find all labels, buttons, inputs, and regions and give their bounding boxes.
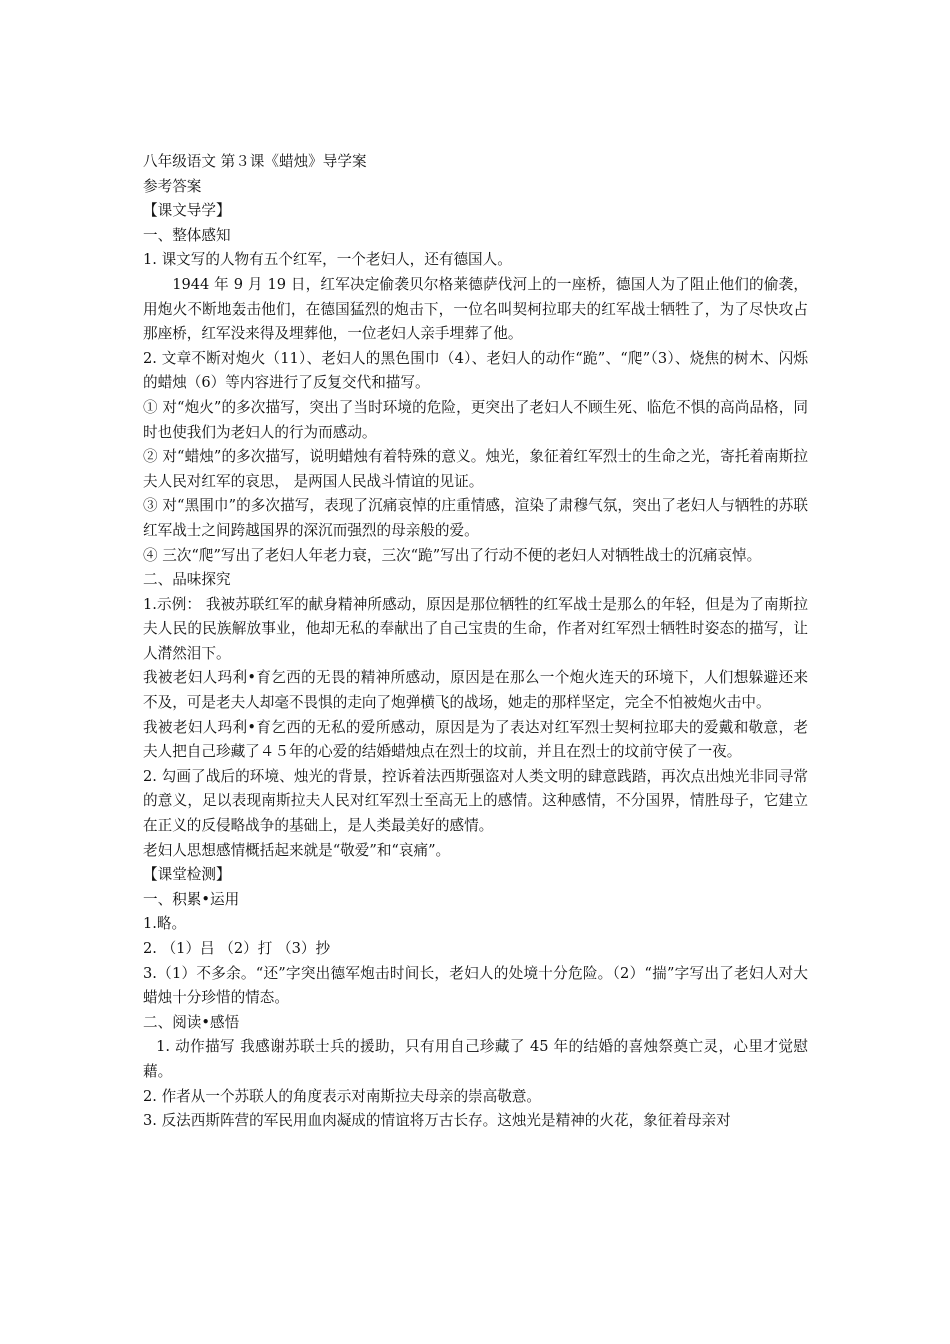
answer-paragraph: 1. 课文写的人物有五个红军，一个老妇人，还有德国人。	[143, 251, 512, 269]
answer-paragraph: ① 对“炮火”的多次描写，突出了当时环境的危险，更突出了老妇人不顾生死、临危不惧的高尚品格，同时也使我们为老妇人的行为而感动。	[143, 398, 808, 441]
answer-paragraph: ③ 对“黑围巾”的多次描写，表现了沉痛哀悼的庄重情感，渲染了肃穆气氛，突出了老妇人与牺牲的苏联红军战士之间跨越国界的深沉而强烈的母亲般的爱。	[143, 497, 808, 539]
answer-paragraph: 1944 年 9 月 19 日，红军决定偷袭贝尔格莱德萨伐河上的一座桥，德国人为了阻止他们的偷袭，用炮火不断地轰击他们，在德国猛烈的炮击下，一位名叫契柯拉耶夫的红军战士牺牲了，为了尽快攻占那座桥，红军没来得及埋葬他，一位老妇人亲手埋葬了他。	[143, 275, 808, 343]
answer-paragraph: 我被老妇人玛利•育乞西的无畏的精神所感动，原因是在那么一个炮火连天的环境下，人们想躲避还来不及，可是老夫人却毫不畏惧的走向了炮弹横飞的战场，她走的那样坚定，完全不怕被炮火击中。	[143, 669, 808, 712]
answer-paragraph: 2. 文章不断对炮火（11）、老妇人的黑色围巾（4）、老妇人的动作“跪”、“爬”（3）、烧焦的树木、闪烁的蜡烛（6）等内容进行了反复交代和描写。	[143, 349, 808, 392]
section-heading: 【课堂检测】	[143, 866, 231, 884]
answer-paragraph: ② 对“蜡烛”的多次描写，说明蜡烛有着特殊的意义。烛光，象征着红军烈士的生命之光，寄托着南斯拉夫人民对红军的哀思， 是两国人民战斗情谊的见证。	[143, 448, 808, 490]
answer-paragraph: 2. 勾画了战后的环境、烛光的背景，控诉着法西斯强盗对人类文明的肆意践踏，再次点出烛光非同寻常的意义，足以表现南斯拉夫人民对红军烈士至高无上的感情。这种感情，不分国界，情胜母子，它建立在正义的反侵略战争的基础上，是人类最美好的感情。	[143, 767, 808, 835]
section-heading: 【课文导学】	[143, 202, 231, 220]
subsection-heading: 二、阅读•感悟	[143, 1013, 240, 1031]
answer-paragraph: 1.示例： 我被苏联红军的献身精神所感动，原因是那位牺牲的红军战士是那么的年轻，但是为了南斯拉夫人民的民族解放事业，他却无私的奉献出了自己宝贵的生命，作者对红军烈士牺牲时姿态的描写，让人潸然泪下。	[143, 595, 808, 662]
document-body	[143, 150, 808, 1134]
subsection-heading: 一、积累•运用	[143, 890, 240, 908]
answer-paragraph: 1. 动作描写 我感谢苏联士兵的援助，只有用自己珍藏了 45 年的结婚的喜烛祭奠亡灵，心里才觉慰藉。	[143, 1038, 808, 1080]
answer-paragraph: 3. 反法西斯阵营的军民用血肉凝成的情谊将万古长存。这烛光是精神的火花，象征着母亲对	[143, 1112, 731, 1130]
answer-paragraph: 我被老妇人玛利•育乞西的无私的爱所感动，原因是为了表达对红军烈士契柯拉耶夫的爱戴和敬意，老夫人把自己珍藏了４５年的心爱的结婚蜡烛点在烈士的坟前，并且在烈士的坟前守侯了一夜。	[143, 718, 808, 761]
answer-paragraph: ④ 三次“爬”写出了老妇人年老力衰，三次“跪”写出了行动不便的老妇人对牺牲战士的沉痛哀悼。	[143, 546, 762, 564]
answer-paragraph: 1.略。	[143, 915, 187, 933]
section-subtitle: 参考答案	[143, 177, 202, 195]
answer-paragraph: 2. 作者从一个苏联人的角度表示对南斯拉夫母亲的崇高敬意。	[143, 1087, 542, 1105]
answer-paragraph: 2. （1）吕 （2）打 （3）抄	[143, 940, 331, 957]
subsection-heading: 二、品味探究	[143, 571, 231, 589]
answer-paragraph: 老妇人思想感情概括起来就是“敬爱”和“哀痛”。	[143, 841, 451, 859]
document-title: 八年级语文 第３课《蜡烛》导学案	[143, 153, 367, 170]
answer-paragraph: 3.（1）不多余。“还”字突出德军炮击时间长，老妇人的处境十分危险。（2）“揣”字写出了老妇人对大蜡烛十分珍惜的情态。	[143, 964, 808, 1007]
subsection-heading: 一、整体感知	[143, 226, 231, 244]
